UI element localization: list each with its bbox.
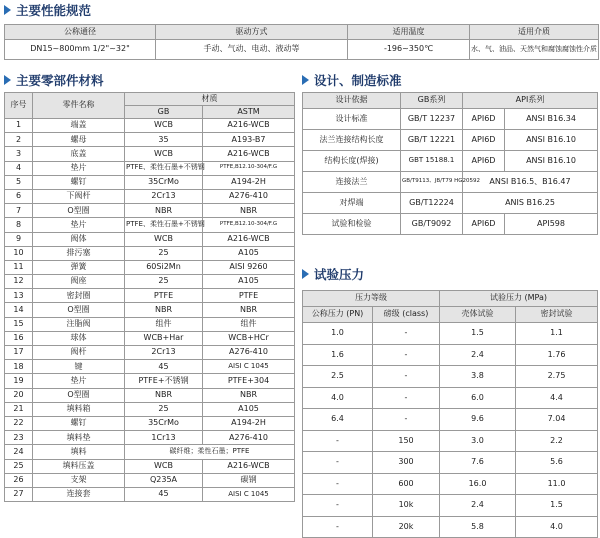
spec-heading (4, 2, 91, 18)
part-astm: A276-410 (203, 189, 295, 203)
part-astm: NBR (203, 303, 295, 317)
pressure-class: - (373, 344, 440, 366)
standard-ansi: ANSI B16.10 (505, 151, 598, 172)
pressure-seal: 4.4 (516, 387, 598, 409)
pressure-shell: 1.5 (440, 323, 516, 345)
table-row (5, 346, 295, 360)
table-row (5, 275, 295, 289)
pressure-table (302, 290, 598, 538)
spec-header: 适用温度 (348, 25, 470, 40)
pressure-class: 300 (373, 452, 440, 474)
part-no: 10 (5, 246, 33, 260)
table-row (5, 189, 295, 203)
spec-header: 驱动方式 (156, 25, 348, 40)
arrow-icon (302, 269, 309, 279)
part-astm: PTFE,B12.10-304/F.G (203, 218, 295, 232)
pressure-seal: 4.0 (516, 516, 598, 538)
pressure-class: 600 (373, 473, 440, 495)
pressure-seal: 1.5 (516, 495, 598, 517)
materials-header-astm: ASTM (203, 106, 295, 119)
table-row (5, 459, 295, 473)
table-row (5, 303, 295, 317)
part-gb: WCB (125, 147, 203, 161)
part-no: 22 (5, 416, 33, 430)
part-name: 填料压盖 (33, 459, 125, 473)
standards-title: 设计、制造标准 (314, 73, 402, 88)
part-astm: A105 (203, 246, 295, 260)
pressure-class: 20k (373, 516, 440, 538)
pressure-seal: 5.6 (516, 452, 598, 474)
standard-ansi: API598 (505, 214, 598, 235)
part-astm: A216-WCB (203, 147, 295, 161)
table-row (5, 487, 295, 501)
part-astm: A194-2H (203, 416, 295, 430)
part-gb: WCB (125, 232, 203, 246)
part-gb: 2Cr13 (125, 346, 203, 360)
spec-header: 适用介质 (470, 25, 599, 40)
table-row (303, 193, 598, 214)
part-name: 填料垫 (33, 431, 125, 445)
spec-medium: 水、气、油品、天然气和腐蚀腐蚀性介质 (470, 40, 599, 60)
pressure-pn: - (303, 495, 373, 517)
pressure-rows (303, 323, 598, 538)
standards-header-api: API系列 (463, 93, 598, 109)
pressure-shell: 9.6 (440, 409, 516, 431)
part-no: 16 (5, 331, 33, 345)
pressure-shell: 3.0 (440, 430, 516, 452)
part-astm: NBR (203, 388, 295, 402)
part-no: 24 (5, 445, 33, 459)
part-no: 21 (5, 402, 33, 416)
standard-gb: GB/T12224 (401, 193, 463, 214)
pressure-shell: 16.0 (440, 473, 516, 495)
part-astm: PTFE (203, 289, 295, 303)
table-row (5, 317, 295, 331)
part-name: 阀体 (33, 232, 125, 246)
part-astm: NBR (203, 204, 295, 218)
table-row (303, 109, 598, 130)
pressure-header-shell: 壳体试验 (440, 307, 516, 323)
part-name: 连接套 (33, 487, 125, 501)
part-name: 球体 (33, 331, 125, 345)
part-no: 26 (5, 473, 33, 487)
pressure-header-test: 试验压力 (MPa) (440, 291, 598, 307)
pressure-seal: 2.75 (516, 366, 598, 388)
part-name: 螺钉 (33, 175, 125, 189)
part-no: 23 (5, 431, 33, 445)
standards-rows (303, 109, 598, 235)
part-astm: A105 (203, 402, 295, 416)
part-gb: 35 (125, 133, 203, 147)
materials-header-no: 序号 (5, 93, 33, 119)
part-no: 6 (5, 189, 33, 203)
pressure-pn: - (303, 516, 373, 538)
part-no: 4 (5, 161, 33, 175)
part-no: 27 (5, 487, 33, 501)
part-gb: NBR (125, 204, 203, 218)
table-row (303, 452, 598, 474)
part-name: 弹簧 (33, 260, 125, 274)
part-gb: 25 (125, 402, 203, 416)
part-astm: AISI 9260 (203, 260, 295, 274)
pressure-seal: 11.0 (516, 473, 598, 495)
part-gb: 60Si2Mn (125, 260, 203, 274)
table-row (303, 323, 598, 345)
arrow-icon (302, 75, 309, 85)
part-gb: 1Cr13 (125, 431, 203, 445)
part-gb: NBR (125, 388, 203, 402)
part-no: 14 (5, 303, 33, 317)
spec-size: DN15~800mm 1/2"~32" (5, 40, 156, 60)
table-row (303, 430, 598, 452)
standards-heading (302, 72, 402, 88)
part-no: 9 (5, 232, 33, 246)
part-name: 排污塞 (33, 246, 125, 260)
table-row (303, 344, 598, 366)
part-gb: WCB (125, 459, 203, 473)
table-row (5, 218, 295, 232)
table-row (5, 331, 295, 345)
table-row (5, 147, 295, 161)
table-row (303, 172, 598, 193)
part-name: 垫片 (33, 218, 125, 232)
part-gb: 组件 (125, 317, 203, 331)
table-row (5, 445, 295, 459)
pressure-pn: 6.4 (303, 409, 373, 431)
part-gb: WCB+Har (125, 331, 203, 345)
pressure-shell: 3.8 (440, 366, 516, 388)
standard-label: 对焊端 (303, 193, 401, 214)
part-name: 键 (33, 360, 125, 374)
table-row (303, 409, 598, 431)
table-row (5, 246, 295, 260)
table-row (303, 130, 598, 151)
pressure-seal: 1.76 (516, 344, 598, 366)
table-row (5, 473, 295, 487)
part-gb: 45 (125, 360, 203, 374)
part-astm: A216-WCB (203, 459, 295, 473)
table-row (303, 516, 598, 538)
part-gb: 25 (125, 275, 203, 289)
table-row (5, 260, 295, 274)
standard-label: 试验和检验 (303, 214, 401, 235)
pressure-title: 试验压力 (314, 267, 365, 282)
part-no: 11 (5, 260, 33, 274)
materials-header-gb: GB (125, 106, 203, 119)
pressure-pn: 1.0 (303, 323, 373, 345)
part-astm: A194-2H (203, 175, 295, 189)
part-name: 注脂阀 (33, 317, 125, 331)
pressure-header-pn: 公称压力 (PN) (303, 307, 373, 323)
table-row (303, 387, 598, 409)
spec-table (4, 24, 599, 60)
pressure-shell: 5.8 (440, 516, 516, 538)
table-row (303, 214, 598, 235)
part-name: 垫片 (33, 161, 125, 175)
part-astm: AISI C 1045 (203, 360, 295, 374)
part-gb: Q235A (125, 473, 203, 487)
pressure-pn: 2.5 (303, 366, 373, 388)
part-astm: A276-410 (203, 346, 295, 360)
part-astm: 碳钢 (203, 473, 295, 487)
pressure-pn: 1.6 (303, 344, 373, 366)
part-no: 12 (5, 275, 33, 289)
arrow-icon (4, 75, 11, 85)
table-row (5, 374, 295, 388)
spec-drive: 手动、气动、电动、液动等 (156, 40, 348, 60)
pressure-seal: 2.2 (516, 430, 598, 452)
table-row (5, 232, 295, 246)
pressure-header-grade: 压力等级 (303, 291, 440, 307)
standard-ansi: ANSI B16.10 (505, 130, 598, 151)
pressure-class: - (373, 409, 440, 431)
part-no: 1 (5, 119, 33, 133)
materials-title: 主要零部件材料 (16, 73, 104, 88)
part-gb: 2Cr13 (125, 189, 203, 203)
pressure-class: - (373, 366, 440, 388)
part-material: 碳纤维；柔性石墨；PTFE (125, 445, 295, 459)
part-gb: 35CrMo (125, 416, 203, 430)
part-astm: A105 (203, 275, 295, 289)
part-astm: PTFE+304 (203, 374, 295, 388)
standard-gb: GB/T9113、JB/T79 HG20592 (401, 172, 463, 193)
standard-api: API6D (463, 130, 505, 151)
part-astm: A216-WCB (203, 232, 295, 246)
part-gb: PTFE、柔性石墨+不锈钢 (125, 161, 203, 175)
table-row (5, 119, 295, 133)
part-name: 底盖 (33, 147, 125, 161)
part-name: 填料 (33, 445, 125, 459)
part-no: 15 (5, 317, 33, 331)
part-gb: 35CrMo (125, 175, 203, 189)
pressure-heading (302, 266, 364, 282)
table-row (5, 204, 295, 218)
pressure-pn: 4.0 (303, 387, 373, 409)
part-astm: AISI C 1045 (203, 487, 295, 501)
part-name: 下阀杆 (33, 189, 125, 203)
pressure-class: - (373, 323, 440, 345)
part-name: 填料箱 (33, 402, 125, 416)
spec-temp: -196~350℃ (348, 40, 470, 60)
table-row (5, 161, 295, 175)
standard-gb: GB/T 12237 (401, 109, 463, 130)
spec-header: 公称通径 (5, 25, 156, 40)
standards-header-basis: 设计依据 (303, 93, 401, 109)
pressure-shell: 2.4 (440, 495, 516, 517)
pressure-shell: 7.6 (440, 452, 516, 474)
arrow-icon (4, 5, 11, 15)
materials-header-name: 零件名称 (33, 93, 125, 119)
materials-table (4, 92, 295, 502)
pressure-pn: - (303, 430, 373, 452)
part-no: 5 (5, 175, 33, 189)
part-no: 19 (5, 374, 33, 388)
standard-api: ANIS B16.25 (463, 193, 598, 214)
part-no: 18 (5, 360, 33, 374)
pressure-seal: 7.04 (516, 409, 598, 431)
part-gb: 25 (125, 246, 203, 260)
standard-gb: GB/T 12221 (401, 130, 463, 151)
part-name: 螺母 (33, 133, 125, 147)
part-astm: PTFE,B12.10-304/F.G (203, 161, 295, 175)
part-astm: A216-WCB (203, 119, 295, 133)
spec-title: 主要性能规范 (16, 3, 92, 18)
standard-api: ANSI B16.5、B16.47 (463, 172, 598, 193)
table-row (5, 402, 295, 416)
materials-heading (4, 72, 104, 88)
part-gb: WCB (125, 119, 203, 133)
part-name: O型圈 (33, 303, 125, 317)
part-gb: 45 (125, 487, 203, 501)
part-name: 螺钉 (33, 416, 125, 430)
standard-api: API6D (463, 214, 505, 235)
table-row (5, 133, 295, 147)
pressure-class: 150 (373, 430, 440, 452)
table-row (5, 175, 295, 189)
part-name: O型圈 (33, 204, 125, 218)
pressure-header-class: 磅级 (class) (373, 307, 440, 323)
part-gb: PTFE+不锈钢 (125, 374, 203, 388)
part-astm: A193-B7 (203, 133, 295, 147)
materials-rows (5, 119, 295, 502)
part-gb: PTFE、柔性石墨+不锈钢 (125, 218, 203, 232)
part-name: 支架 (33, 473, 125, 487)
part-no: 3 (5, 147, 33, 161)
standard-label: 法兰连接结构长度 (303, 130, 401, 151)
part-astm: A276-410 (203, 431, 295, 445)
part-no: 17 (5, 346, 33, 360)
pressure-header-seal: 密封试验 (516, 307, 598, 323)
table-row (303, 473, 598, 495)
standard-api: API6D (463, 109, 505, 130)
table-row (303, 495, 598, 517)
standards-table (302, 92, 598, 235)
standard-api: API6D (463, 151, 505, 172)
table-row (5, 416, 295, 430)
part-name: 阀座 (33, 275, 125, 289)
standard-label: 结构长度(焊接) (303, 151, 401, 172)
standard-label: 连接法兰 (303, 172, 401, 193)
part-name: 端盖 (33, 119, 125, 133)
part-name: 垫片 (33, 374, 125, 388)
part-no: 13 (5, 289, 33, 303)
table-row (5, 360, 295, 374)
table-row (5, 289, 295, 303)
pressure-class: - (373, 387, 440, 409)
part-no: 7 (5, 204, 33, 218)
pressure-shell: 2.4 (440, 344, 516, 366)
standard-ansi: ANSI B16.34 (505, 109, 598, 130)
materials-header-material: 材质 (125, 93, 295, 106)
part-name: 阀杆 (33, 346, 125, 360)
part-no: 25 (5, 459, 33, 473)
part-no: 20 (5, 388, 33, 402)
table-row (5, 431, 295, 445)
part-astm: 组件 (203, 317, 295, 331)
part-name: O型圈 (33, 388, 125, 402)
pressure-class: 10k (373, 495, 440, 517)
table-row (303, 151, 598, 172)
table-row (303, 366, 598, 388)
standard-gb: GB/T9092 (401, 214, 463, 235)
pressure-pn: - (303, 452, 373, 474)
part-gb: PTFE (125, 289, 203, 303)
part-name: 密封圈 (33, 289, 125, 303)
standard-label: 设计标准 (303, 109, 401, 130)
standard-gb: GBT 15188.1 (401, 151, 463, 172)
part-no: 8 (5, 218, 33, 232)
part-no: 2 (5, 133, 33, 147)
part-gb: NBR (125, 303, 203, 317)
pressure-shell: 6.0 (440, 387, 516, 409)
pressure-seal: 1.1 (516, 323, 598, 345)
part-astm: WCB+HCr (203, 331, 295, 345)
standards-header-gb: GB系列 (401, 93, 463, 109)
pressure-pn: - (303, 473, 373, 495)
table-row (5, 388, 295, 402)
